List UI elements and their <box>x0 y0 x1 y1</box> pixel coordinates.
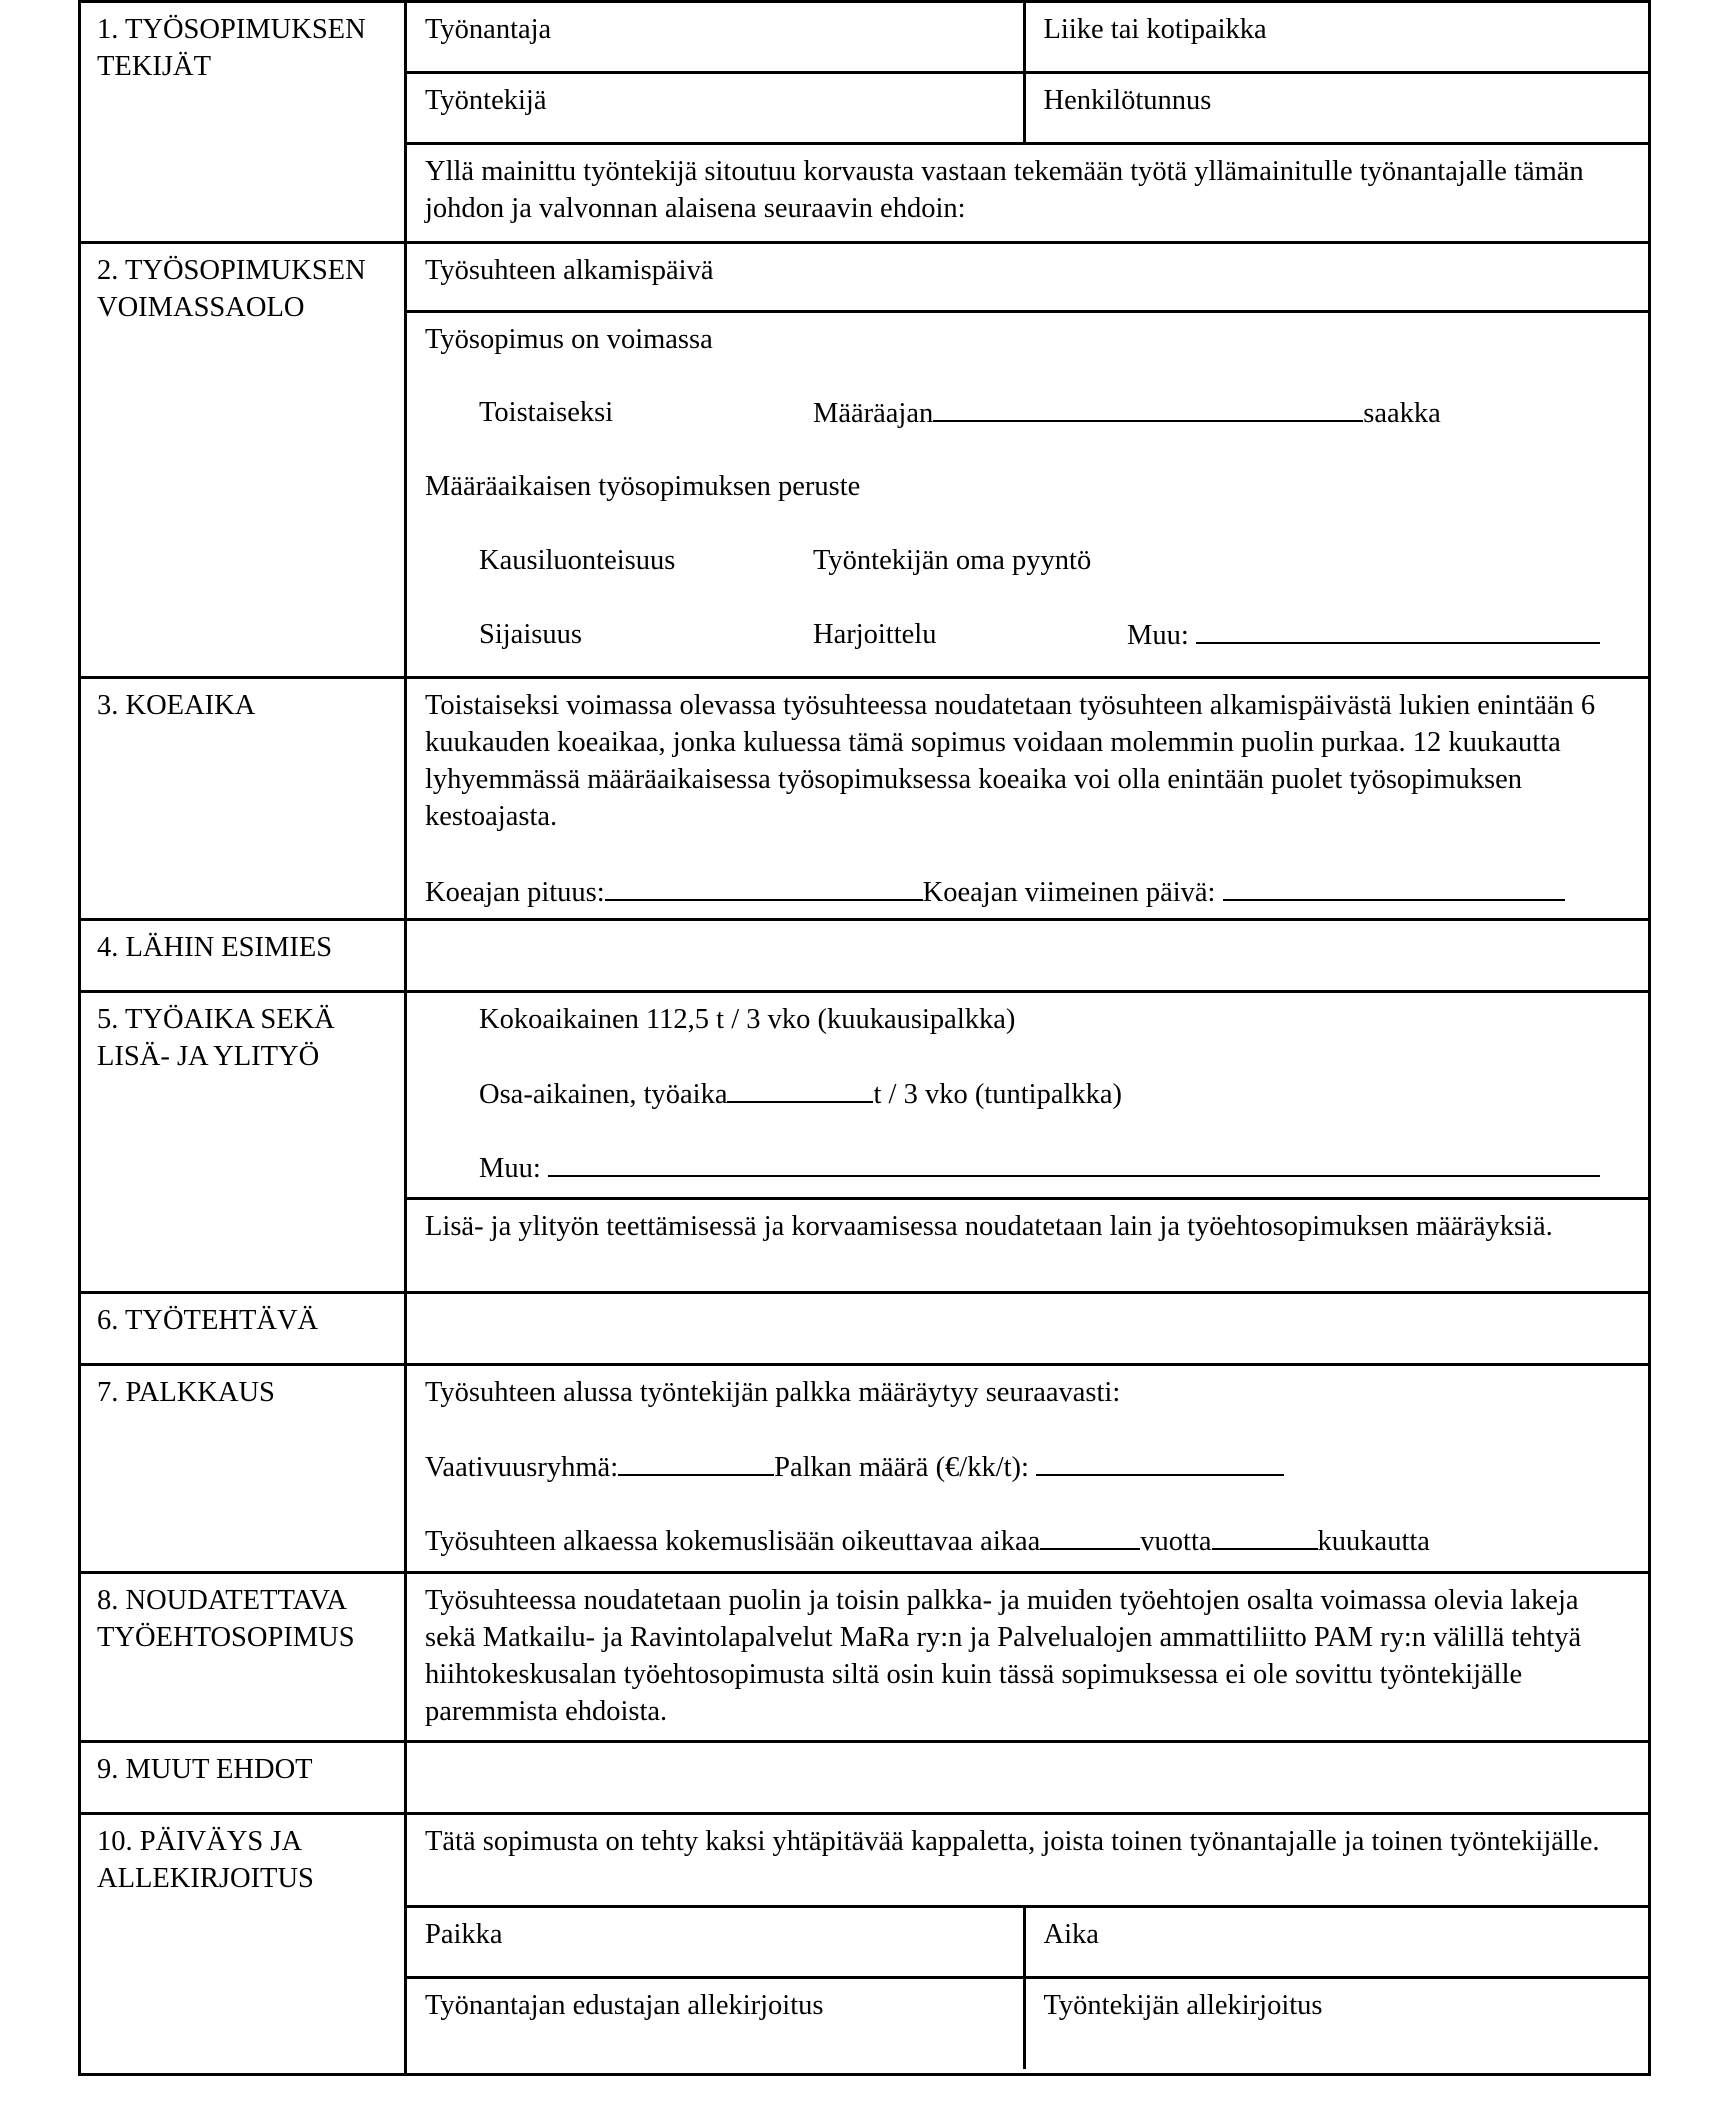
other-worktime-label: Muu: <box>479 1153 541 1184</box>
salary-fields <box>425 1448 1284 1486</box>
section-10-body <box>406 1814 1650 2075</box>
ssn-field[interactable] <box>1026 74 1648 142</box>
time-label: Aika <box>1043 1919 1099 1950</box>
seasonal-option[interactable]: Kausiluonteisuus <box>479 545 676 576</box>
salary-amount-line[interactable] <box>1036 1448 1284 1476</box>
ssn-label: Henkilötunnus <box>1043 85 1212 116</box>
employer-signature-field[interactable] <box>407 1979 1026 2069</box>
fixed-term-suffix: saakka <box>1363 398 1441 429</box>
section-4-row <box>80 920 1650 992</box>
other-basis-option[interactable] <box>1127 616 1600 654</box>
commitment-text: Yllä mainittu työntekijä sitoutuu korvausta vastaan tekemään työtä yllämainitulle työnantajalle tämän johdon ja valvonnan alaisena seuraavin ehdoin: <box>425 156 1584 224</box>
section-10-title: 10. PÄIVÄYS JA ALLEKIRJOITUS <box>80 1814 406 2075</box>
contract-table <box>78 0 1651 2076</box>
probation-length-line[interactable] <box>605 873 923 901</box>
section-2-body <box>406 243 1650 678</box>
section-2-row <box>80 243 1650 678</box>
copies-text: Tätä sopimusta on tehty kaksi yhtäpitävää kappaletta, joista toinen työnantajalle ja toinen työntekijälle. <box>407 1815 1648 1908</box>
parttime-suffix: t / 3 vko (tuntipalkka) <box>873 1079 1123 1110</box>
training-option[interactable]: Harjoittelu <box>813 619 937 650</box>
section-5-body <box>406 992 1650 1293</box>
section-6-row <box>80 1293 1650 1365</box>
salary-intro: Työsuhteen alussa työntekijän palkka määräytyy seuraavasti: <box>425 1377 1121 1408</box>
section-3-row <box>80 678 1650 920</box>
substitute-option[interactable]: Sijaisuus <box>479 619 582 650</box>
section-9-title: 9. MUUT EHDOT <box>80 1742 406 1814</box>
place-field[interactable] <box>407 1908 1026 1976</box>
months-label: kuukautta <box>1317 1526 1430 1557</box>
validity-label: Työsopimus on voimassa <box>425 324 713 355</box>
employee-field[interactable] <box>407 74 1026 142</box>
domicile-label: Liike tai kotipaikka <box>1043 14 1267 45</box>
other-basis-label: Muu: <box>1127 620 1189 651</box>
requirement-group-line[interactable] <box>618 1448 774 1476</box>
own-request-option[interactable]: Työntekijän oma pyyntö <box>813 545 1092 576</box>
section-1-title: 1. TYÖSOPIMUKSEN TEKIJÄT <box>80 2 406 243</box>
requirement-group-label: Vaativuusryhmä: <box>425 1452 619 1483</box>
fixed-term-date-line[interactable] <box>933 394 1363 422</box>
probation-last-day-line[interactable] <box>1223 873 1565 901</box>
place-label: Paikka <box>425 1919 503 1950</box>
section-7-body <box>406 1365 1650 1573</box>
basis-label: Määräaikaisen työsopimuksen peruste <box>425 471 861 502</box>
section-9-row <box>80 1742 1650 1814</box>
employer-field[interactable] <box>407 3 1026 71</box>
section-2-title: 2. TYÖSOPIMUKSEN VOIMASSAOLO <box>80 243 406 678</box>
other-terms-field[interactable] <box>406 1742 1650 1814</box>
section-1-row <box>80 2 1650 243</box>
section-3-body <box>406 678 1650 920</box>
employer-label: Työnantaja <box>425 14 552 45</box>
section-5-title: 5. TYÖAIKA SEKÄ LISÄ- JA YLITYÖ <box>80 992 406 1293</box>
probation-length-label: Koeajan pituus: <box>425 877 605 908</box>
section-10-row <box>80 1814 1650 2075</box>
section-7-row <box>80 1365 1650 1573</box>
section-8-title: 8. NOUDATETTAVA TYÖEHTOSOPIMUS <box>80 1573 406 1742</box>
parttime-label: Osa-aikainen, työaika <box>479 1079 728 1110</box>
fulltime-option[interactable]: Kokoaikainen 112,5 t / 3 vko (kuukausipalkka) <box>479 1004 1016 1035</box>
salary-amount-label: Palkan määrä (€/kk/t): <box>774 1452 1029 1483</box>
other-worktime-option[interactable] <box>479 1149 1600 1187</box>
experience-label: Työsuhteen alkaessa kokemuslisään oikeuttavaa aikaa <box>425 1526 1041 1557</box>
domicile-field[interactable] <box>1026 3 1648 71</box>
experience-fields <box>425 1522 1430 1560</box>
years-label: vuotta <box>1140 1526 1212 1557</box>
start-date-field[interactable] <box>407 244 1648 313</box>
experience-years-line[interactable] <box>1040 1522 1140 1550</box>
section-1-body <box>406 2 1650 243</box>
section-3-title: 3. KOEAIKA <box>80 678 406 920</box>
section-8-body <box>406 1573 1650 1742</box>
start-date-label: Työsuhteen alkamispäivä <box>425 255 714 286</box>
overtime-text: Lisä- ja ylityön teettämisessä ja korvaamisessa noudatetaan lain ja työehtosopimuksen määräyksiä. <box>425 1211 1553 1242</box>
employee-label: Työntekijä <box>425 85 547 116</box>
other-basis-line[interactable] <box>1196 616 1600 644</box>
probation-text: Toistaiseksi voimassa olevassa työsuhteessa noudatetaan työsuhteen alkamispäivästä lukien enintään 6 kuukauden koeaikaa, jonka kuluessa tämä sopimus voidaan molemmin puolin purkaa. 12 kuukautta lyhyemmässä määräaikaisessa työsopimuksessa koeaika voi olla enintään puolet työsopimuksen kestoajasta. <box>425 690 1596 832</box>
other-worktime-line[interactable] <box>548 1149 1600 1177</box>
job-task-field[interactable] <box>406 1293 1650 1365</box>
parttime-option[interactable] <box>479 1075 1122 1113</box>
supervisor-field[interactable] <box>406 920 1650 992</box>
time-field[interactable] <box>1026 1908 1648 1976</box>
section-8-row <box>80 1573 1650 1742</box>
employer-signature-label: Työnantajan edustajan allekirjoitus <box>425 1990 824 2021</box>
probation-last-day-label: Koeajan viimeinen päivä: <box>922 877 1216 908</box>
fixed-term-label: Määräajan <box>813 398 934 429</box>
employee-signature-field[interactable] <box>1026 1979 1648 2069</box>
indefinite-option[interactable]: Toistaiseksi <box>479 397 614 428</box>
section-5-row <box>80 992 1650 1293</box>
experience-months-line[interactable] <box>1212 1522 1318 1550</box>
section-4-title: 4. LÄHIN ESIMIES <box>80 920 406 992</box>
employee-signature-label: Työntekijän allekirjoitus <box>1043 1990 1323 2021</box>
fixed-term-option[interactable] <box>813 394 1441 432</box>
collective-agreement-text: Työsuhteessa noudatetaan puolin ja toisin palkka- ja muiden työehtojen osalta voimassa olevia lakeja sekä Matkailu- ja Ravintolapalvelut MaRa ry:n ja Palvelualojen ammattiliitto PAM ry:n välillä tehtyä hiihtokeskusalan työehtosopimusta siltä osin kuin tässä sopimuksessa ei ole sovittu työntekijälle paremmista ehdoista. <box>425 1585 1582 1727</box>
section-7-title: 7. PALKKAUS <box>80 1365 406 1573</box>
employment-contract-form <box>78 0 1648 2076</box>
probation-fields <box>425 873 1632 911</box>
parttime-hours-line[interactable] <box>727 1075 873 1103</box>
section-6-title: 6. TYÖTEHTÄVÄ <box>80 1293 406 1365</box>
